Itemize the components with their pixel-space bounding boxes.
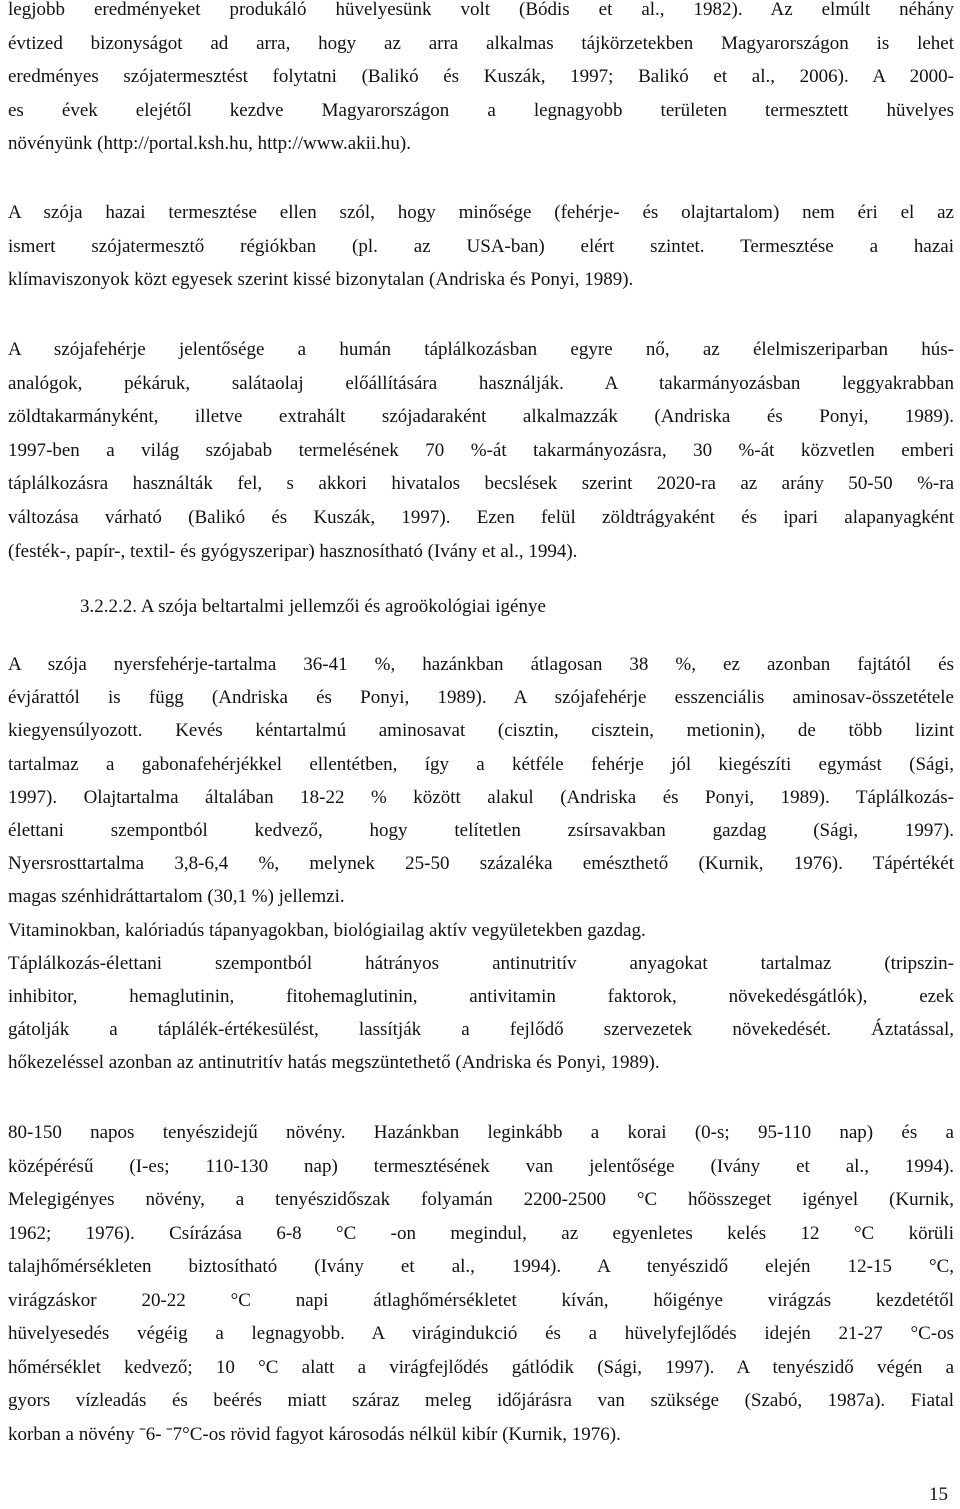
text-line: hőkezeléssel azonban az antinutritív hatás megszüntethető (Andriska és Ponyi, 1989). bbox=[8, 1052, 660, 1074]
text-line: talajhőmérsékleten biztosítható (Ivány et al., 1994). A tenyészidő elején 12-15 °C, bbox=[8, 1256, 954, 1277]
text-line: es évek elejétől kezdve Magyarországon a legnagyobb területen termesztett hüvelyes bbox=[8, 99, 954, 121]
text-line: évtized bizonyságot ad arra, hogy az arra alkalmas tájkörzetekben Magyarországon is lehet bbox=[8, 32, 954, 54]
text-line: virágzáskor 20-22 °C napi átlaghőmérsékletet kíván, hőigénye virágzás kezdetétől bbox=[8, 1289, 954, 1311]
paragraph-agroecology bbox=[8, 1116, 954, 1451]
text-line: legjobb eredményeket produkáló hüvelyesünk volt (Bódis et al., 1982). Az elmúlt néhány bbox=[8, 0, 954, 20]
text-line: korban a növény ˉ6- ˉ7°C-os rövid fagyot károsodás nélkül kibír (Kurnik, 1976). bbox=[8, 1423, 621, 1445]
text-line: A szójafehérje jelentősége a humán táplálkozásban egyre nő, az élelmiszeriparban hús- bbox=[8, 339, 954, 360]
text-line: élettani szempontból kedvező, hogy telítetlen zsírsavakban gazdag (Sági, 1997). bbox=[8, 820, 954, 842]
text-line: analógok, pékáruk, salátaolaj előállítására használják. A takarmányozásban leggyakrabban bbox=[8, 372, 954, 394]
paragraph-protein-uses bbox=[8, 333, 954, 568]
text-line: (festék-, papír-, textil- és gyógyszeripar) hasznosítható (Ivány et al., 1994). bbox=[8, 540, 578, 562]
text-line: 80-150 napos tenyészidejű növény. Hazánkban leginkább a korai (0-s; 95-110 nap) és a bbox=[8, 1122, 954, 1143]
paragraph-quality bbox=[8, 196, 954, 297]
page-number: 15 bbox=[929, 1484, 948, 1505]
text-line: ismert szójatermesztő régiókban (pl. az USA-ban) elért szintet. Termesztése a hazai bbox=[8, 235, 954, 257]
text-line: gátolják a táplálék-értékesülést, lassítják a fejlődő szervezetek növekedését. Áztatással, bbox=[8, 1019, 954, 1041]
text-line: középérésű (I-es; 110-130 nap) termesztésének van jelentősége (Ivány et al., 1994). bbox=[8, 1155, 954, 1177]
text-line: A szója nyersfehérje-tartalma 36-41 %, hazánkban átlagosan 38 %, ez azonban fajtától és bbox=[8, 654, 954, 675]
text-line: 1997). Olajtartalma általában 18-22 % között alakul (Andriska és Ponyi, 1989). Táplálkozás- bbox=[8, 786, 954, 808]
text-line: változása várható (Balikó és Kuszák, 1997). Ezen felül zöldtrágyaként és ipari alapanyagként bbox=[8, 506, 954, 528]
text-line: Nyersrosttartalma 3,8-6,4 %, melynek 25-50 százaléka emészthető (Kurnik, 1976). Tápértékét bbox=[8, 853, 954, 875]
text-line: zöldtakarmányként, illetve extrahált szójadaraként alkalmazzák (Andriska és Ponyi, 1989). bbox=[8, 406, 954, 428]
text-line: 1962; 1976). Csírázása 6-8 °C -on megindul, az egyenletes kelés 12 °C körüli bbox=[8, 1222, 954, 1244]
paragraph-intro bbox=[8, 0, 954, 161]
section-heading: 3.2.2.2. A szója beltartalmi jellemzői és agroökológiai igénye bbox=[80, 596, 546, 617]
text-line: növényünk (http://portal.ksh.hu, http://www.akii.hu). bbox=[8, 133, 412, 155]
text-line: évjárattól is függ (Andriska és Ponyi, 1989). A szójafehérje esszenciális aminosav-összetétele bbox=[8, 687, 954, 709]
text-line: A szója hazai termesztése ellen szól, hogy minősége (fehérje- és olajtartalom) nem éri el az bbox=[8, 202, 954, 223]
text-line: Táplálkozás-élettani szempontból hátrányos antinutritív anyagokat tartalmaz (tripszin- bbox=[8, 952, 954, 974]
text-line: tartalmaz a gabonafehérjékkel ellentétben, így a kétféle fehérje jól kiegészíti egymást (Sági, bbox=[8, 753, 954, 775]
text-line: Vitaminokban, kalóriadús tápanyagokban, biológiailag aktív vegyületekben gazdag. bbox=[8, 919, 646, 941]
text-line: Melegigényes növény, a tenyészidőszak folyamán 2200-2500 °C hőösszeget igényel (Kurnik, bbox=[8, 1189, 954, 1210]
text-line: táplálkozásra használták fel, s akkori hivatalos becslések szerint 2020-ra az arány 50-50 %-ra bbox=[8, 473, 954, 495]
text-line: gyors vízleadás és beérés miatt száraz meleg időjárásra van szüksége (Szabó, 1987a). Fiatal bbox=[8, 1390, 954, 1411]
text-line: eredményes szójatermesztést folytatni (Balikó és Kuszák, 1997; Balikó et al., 2006). A 2000- bbox=[8, 66, 954, 88]
paragraph-composition bbox=[8, 648, 954, 1080]
text-line: hőmérséklet kedvező; 10 °C alatt a virágfejlődés gátlódik (Sági, 1997). A tenyészidő végén a bbox=[8, 1356, 954, 1378]
text-line: klímaviszonyok közt egyesek szerint kissé bizonytalan (Andriska és Ponyi, 1989). bbox=[8, 269, 634, 291]
text-line: magas szénhidráttartalom (30,1 %) jellemzi. bbox=[8, 886, 345, 908]
text-line: 1997-ben a világ szójabab termelésének 70 %-át takarmányozásra, 30 %-át közvetlen emberi bbox=[8, 439, 954, 461]
text-line: kiegyensúlyozott. Kevés kéntartalmú aminosavat (cisztin, cisztein, metionin), de több lizint bbox=[8, 720, 954, 742]
text-line: inhibitor, hemaglutinin, fitohemaglutinin, antivitamin faktorok, növekedésgátlók), ezek bbox=[8, 986, 954, 1008]
text-line: hüvelyesedés végéig a legnagyobb. A virágindukció és a hüvelyfejlődés idején 21-27 °C-os bbox=[8, 1323, 954, 1344]
